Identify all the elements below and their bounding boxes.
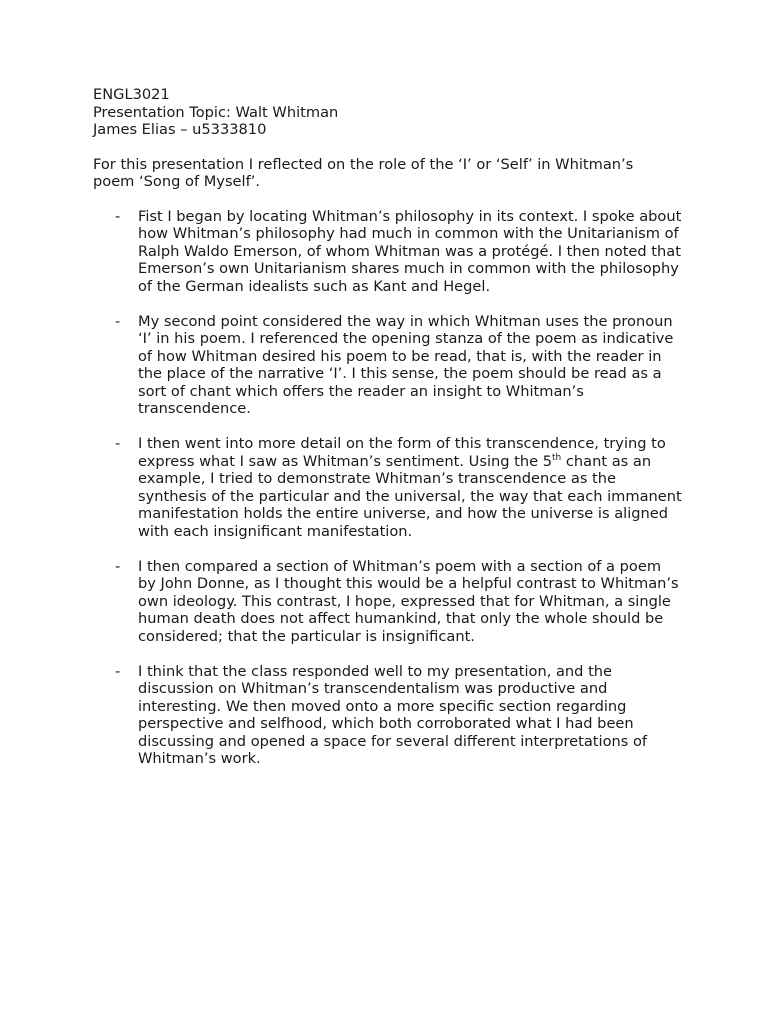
presentation-topic: Presentation Topic: Walt Whitman <box>93 103 339 121</box>
bullet-list <box>93 208 683 768</box>
bullet-text: I then compared a section of Whitman’s poem with a section of a poem by John Donne, as I thought this would be a helpful contrast to Whitman’s own ideology. This contrast, I hope, expressed that for Whitman, a single human death does not affect humankind, that only the whole should be considered; that the particular is insignificant. <box>138 557 679 645</box>
bullet-text: I think that the class responded well to my presentation, and the discussion on Whitman’s transcendentalism was productive and interesting. We then moved onto a more specific section regarding perspective and selfhood, which both corroborated what I had been discussing and opened a space for several different interpretations of Whitman’s work. <box>138 662 648 767</box>
document-page <box>93 86 683 785</box>
bullet-dash: - <box>115 312 121 330</box>
list-item <box>93 208 683 296</box>
bullet-dash: - <box>115 435 121 452</box>
bullet-text <box>138 435 682 540</box>
list-item <box>93 435 683 540</box>
course-code: ENGL3021 <box>93 86 170 103</box>
intro-paragraph: For this presentation I reflected on the role of the ‘I’ or ‘Self’ in Whitman’s poem ‘Song of Myself’. <box>93 155 634 190</box>
bullet-text-part: chant as an example, I tried to demonstrate Whitman’s transcendence as the synthesis of the particular and the universal, the way that each immanent manifestation holds the entire universe, and how the universe is aligned with each insignificant manifestation. <box>138 452 682 540</box>
bullet-dash: - <box>115 207 121 225</box>
bullet-text: My second point considered the way in which Whitman uses the pronoun ‘I’ in his poem. I referenced the opening stanza of the poem as indicative of how Whitman desired his poem to be read, that is, with the reader in the place of the narrative ‘I’. I this sense, the poem should be read as a sort of chant which offers the reader an insight to Whitman’s transcendence. <box>138 312 674 417</box>
bullet-dash: - <box>115 557 121 575</box>
author-line: James Elias – u5333810 <box>93 121 267 138</box>
list-item <box>93 313 683 418</box>
list-item <box>93 663 683 768</box>
bullet-text-part: I then went into more detail on the form of this transcendence, trying to express what I saw as Whitman’s sentiment. Using the 5 <box>138 435 666 470</box>
bullet-text: Fist I began by locating Whitman’s philosophy in its context. I spoke about how Whitman’s philosophy had much in common with the Unitarianism of Ralph Waldo Emerson, of whom Whitman was a protégé. I then noted that Emerson’s own Unitarianism shares much in common with the philosophy of the German idealists such as Kant and Hegel. <box>138 207 682 295</box>
list-item <box>93 558 683 646</box>
bullet-dash: - <box>115 662 121 680</box>
ordinal-superscript: th <box>552 452 562 463</box>
